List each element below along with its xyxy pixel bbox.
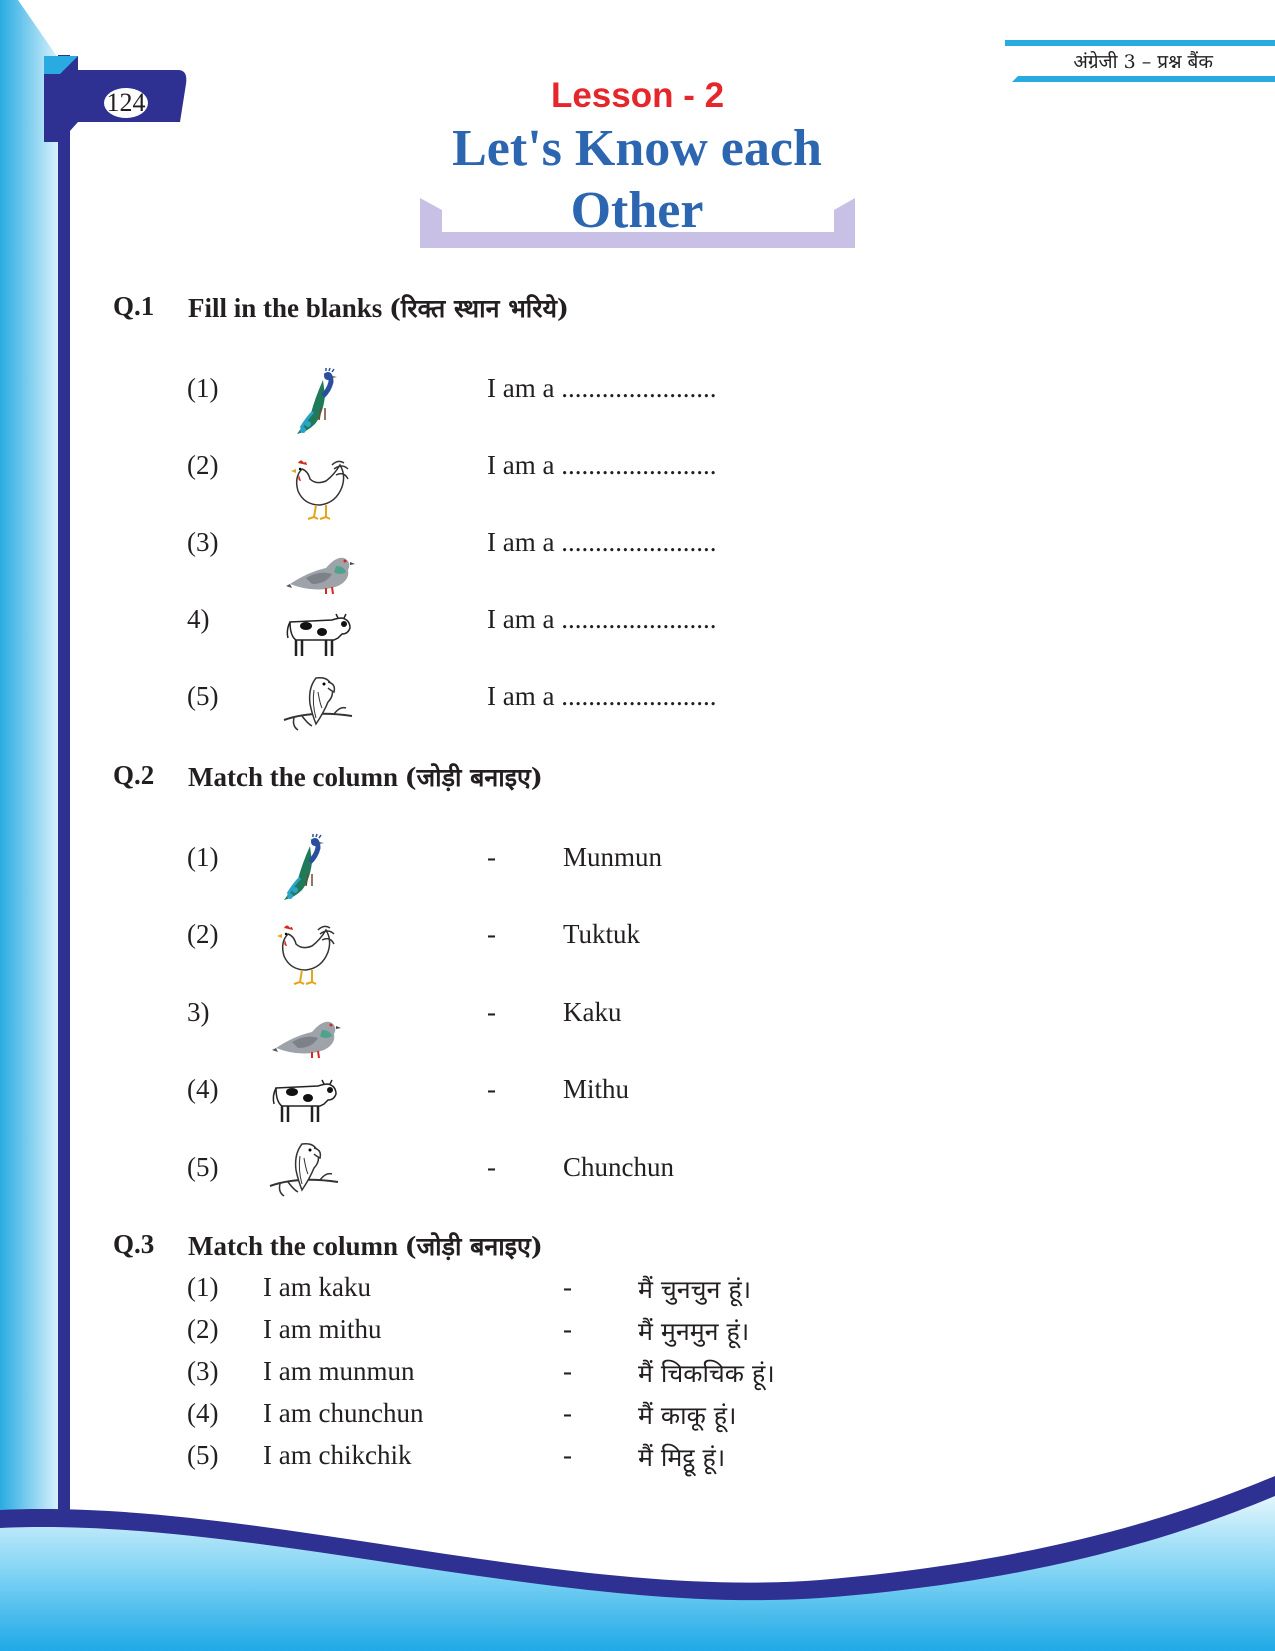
q2-item-5-number: (5) (187, 1152, 219, 1182)
peacock-icon (293, 368, 347, 438)
lesson-number: Lesson - 2 (550, 76, 725, 115)
q2-item-2-answer: Tuktuk (563, 919, 641, 949)
q2-item-4-dash: - (487, 1074, 496, 1104)
q2-instruction-english: Match the column (188, 762, 398, 792)
lesson-title: Let's Know each Other (452, 120, 822, 239)
q3-instruction (188, 1229, 543, 1263)
q2-item-4-number: (4) (187, 1074, 219, 1104)
q1-instruction-hindi: (रिक्त स्थान भरिये) (389, 294, 569, 323)
q2-item-2-dash: - (487, 919, 496, 949)
q2-item-4-answer: Mithu (563, 1074, 630, 1104)
pigeon-icon (286, 540, 356, 596)
q1-item-3-number: (3) (187, 527, 219, 557)
q2-item-3-number: 3) (187, 997, 210, 1027)
q2-item-1-answer: Munmun (563, 842, 663, 872)
q1-item-4-number: 4) (187, 604, 210, 634)
q1-item-4-text: I am a ....................... (487, 604, 717, 634)
q2-instruction (188, 760, 543, 794)
peacock-icon (280, 834, 334, 904)
q2-item-3-answer: Kaku (563, 997, 622, 1027)
left-sidebar-band (0, 0, 58, 1651)
q3-instruction-english: Match the column (188, 1231, 398, 1261)
q3-item-3-number: (3) (187, 1356, 219, 1386)
cow-icon (286, 612, 352, 658)
q3-item-1-number: (1) (187, 1272, 219, 1302)
q3-item-5-dash: - (563, 1440, 572, 1470)
hen-icon (288, 455, 350, 521)
hen-icon (274, 920, 336, 986)
q1-item-5-number: (5) (187, 681, 219, 711)
left-navy-line (58, 55, 70, 1595)
pigeon-icon (272, 1004, 342, 1060)
q3-item-5-english: I am chikchik (263, 1440, 412, 1470)
book-title: अंग्रेजी 3 – प्रश्न बैंक (1073, 51, 1213, 73)
q1-number: Q.1 (113, 291, 155, 321)
q3-item-5-hindi: मैं मिट्ठू हूं। (638, 1443, 726, 1472)
q1-item-2-number: (2) (187, 450, 219, 480)
q3-item-4-dash: - (563, 1398, 572, 1428)
parrot-icon (268, 1140, 342, 1198)
parrot-icon (282, 674, 356, 732)
q3-item-2-english: I am mithu (263, 1314, 382, 1344)
q3-item-1-hindi: मैं चुनचुन हूं। (638, 1275, 752, 1304)
q3-item-4-hindi: मैं काकू हूं। (638, 1401, 737, 1430)
q2-instruction-hindi: (जोड़ी बनाइए) (404, 763, 543, 792)
q2-number: Q.2 (113, 760, 155, 790)
q1-item-1-text: I am a ....................... (487, 373, 717, 403)
q3-item-2-hindi: मैं मुनमुन हूं। (638, 1317, 750, 1346)
q1-instruction-english: Fill in the blanks (188, 293, 383, 323)
q2-item-5-answer: Chunchun (563, 1152, 674, 1182)
q1-item-2-text: I am a ....................... (487, 450, 717, 480)
q2-item-2-number: (2) (187, 919, 219, 949)
q3-item-4-number: (4) (187, 1398, 219, 1428)
cow-icon (272, 1078, 338, 1124)
q2-item-1-number: (1) (187, 842, 219, 872)
q1-item-5-text: I am a ....................... (487, 681, 717, 711)
q3-item-1-dash: - (563, 1272, 572, 1302)
q3-number: Q.3 (113, 1229, 155, 1259)
q2-item-3-dash: - (487, 997, 496, 1027)
q3-item-4-english: I am chunchun (263, 1398, 424, 1428)
q3-item-3-hindi: मैं चिकचिक हूं। (638, 1359, 775, 1388)
q3-item-2-dash: - (563, 1314, 572, 1344)
q2-item-1-dash: - (487, 842, 496, 872)
q3-item-2-number: (2) (187, 1314, 219, 1344)
q3-item-3-dash: - (563, 1356, 572, 1386)
q1-item-3-text: I am a ....................... (487, 527, 717, 557)
q3-item-1-english: I am kaku (263, 1272, 371, 1302)
q1-instruction (188, 291, 569, 325)
page-number: 124 (104, 88, 148, 118)
q3-item-5-number: (5) (187, 1440, 219, 1470)
q3-item-3-english: I am munmun (263, 1356, 415, 1386)
q3-instruction-hindi: (जोड़ी बनाइए) (404, 1232, 543, 1261)
q2-item-5-dash: - (487, 1152, 496, 1182)
header-bar-top (1005, 40, 1275, 46)
q1-item-1-number: (1) (187, 373, 219, 403)
